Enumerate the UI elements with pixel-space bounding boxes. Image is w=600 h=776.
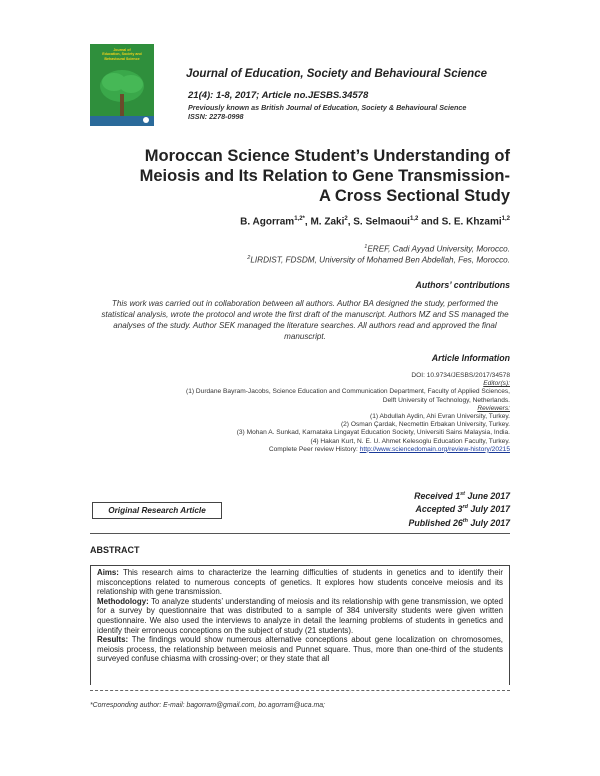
abstract-methodology: Methodology: To analyze students’ understanding of meiosis and its relationship with gene transmission, we opted for a survey by questionnaire that was distributed to a sample of 384 university students were given written questionnaire. We also used the interviews to analyze in detail the learning problems of students in genetics and identify their erroneous conceptions on the subject of study (21 students). [97,596,503,635]
journal-name: Journal of Education, Society and Behavioural Science [186,68,487,80]
journal-previous-name: Previously known as British Journal of Education, Society & Behavioural Science [188,103,467,112]
contributions-text: This work was carried out in collaboration between all authors. Author BA designed the study, performed the statistical analysis, wrote the protocol and wrote the first draft of the manuscript. Authors MZ and SS managed the analyses of the study. Author SEK managed the literature searches. All authors read and approved the final manuscript. [101,299,509,341]
journal-volume: 21(4): 1-8, 2017; Article no.JESBS.34578 [188,90,369,101]
abstract-box [90,565,510,685]
author-affiliation-mark: 1,2 [409,216,419,222]
editor-entry-cont: Delft University of Technology, Netherlands. [382,396,510,404]
divider [90,533,510,534]
title-line: Meiosis and Its Relation to Gene Transmission- [139,167,510,185]
title-line: A Cross Sectional Study [318,187,510,205]
reviewer-entry: (1) Abdullah Aydin, Ahi Evran University, Turkey. [370,413,510,421]
author-affiliation-mark: 2 [344,216,348,222]
accepted-date: Accepted 3rd July 2017 [415,504,510,515]
abstract-heading: ABSTRACT [90,545,140,555]
editor-entry: (1) Durdane Bayram-Jacobs, Science Education and Communication Department, Faculty of Applied Sciences, [186,388,510,396]
author-affiliation-mark: 1,2* [294,216,305,222]
publication-dates [408,489,510,529]
abstract-results: Results: The findings would show numerous alternative conceptions about gene localization on chromosomes, meiosis process, the relationship between meiosis and Punnet square. Thus, more than one-third of the students surveyed confuse chiasma with crossing-over; or they state that all [97,635,503,664]
cover-title: Journal of Education, Society and Behavioural Science [102,48,142,61]
published-date: Published 26th July 2017 [408,517,510,528]
editors-label: Editor(s): [483,380,510,388]
author-affiliation-mark: 1,2 [501,216,510,222]
contributions-heading: Authors’ contributions [415,280,510,290]
journal-cover-image [90,44,154,126]
affiliation-2: $^2$LIRDIST, FDSDM, University of Mohamed Ben Abdellah, Fes, Morocco. [247,255,510,265]
journal-issn: ISSN: 2278-0998 [188,112,244,121]
author-name: S. Selmaoui [353,216,410,228]
reviewer-entry: (4) Hakan Kurt, N. E. U. Ahmet Kelesoglu Education Faculty, Turkey. [310,437,510,445]
doi: DOI: 10.9734/JESBS/2017/34578 [411,372,510,379]
reviewers-label: Reviewers: [477,404,510,412]
author-name: M. Zaki [310,216,345,228]
footnote-divider [90,690,510,691]
review-history-link[interactable]: http://www.sciencedomain.org/review-history/20215 [359,445,510,453]
article-type-box: Original Research Article [92,502,222,519]
abstract-aims: Aims: This research aims to characterize the learning difficulties of students in genetics and to identify their misconceptions related to numerous concepts of genetics. It explores how students conceive meiosis and its relationship with gene transmission. [97,568,503,597]
received-date: Received 1st June 2017 [414,490,510,501]
author-name: S. E. Khzami [441,216,502,228]
review-history: Complete Peer review History: http://www.sciencedomain.org/review-history/20215 [268,445,510,453]
corresponding-author-footnote: *Corresponding author: E-mail: bagorram@gmail.com, bo.agorram@uca.ma; [90,702,325,709]
author-list: B. Agorram$^{1,2*}$, M. Zaki$^2$, S. Selmaoui$^{1,2}$ and S. E. Khzami$^{1,2}$ [240,216,510,228]
affiliation-1: $^1$EREF, Cadi Ayyad University, Morocco. [364,244,510,254]
article-info-block [70,372,510,454]
reviewer-entry: (2) Osman Çardak, Necmettin Erbakan University, Turkey. [340,421,510,429]
article-title [90,146,510,206]
title-line: Moroccan Science Student’s Understanding of [144,147,510,165]
article-info-heading: Article Information [431,353,510,363]
reviewer-entry: (3) Mohan A. Sunkad, Karnataka Lingayat Education Society, Universiti Sains Malaysia, India. [236,429,510,437]
author-name: B. Agorram [240,216,295,228]
